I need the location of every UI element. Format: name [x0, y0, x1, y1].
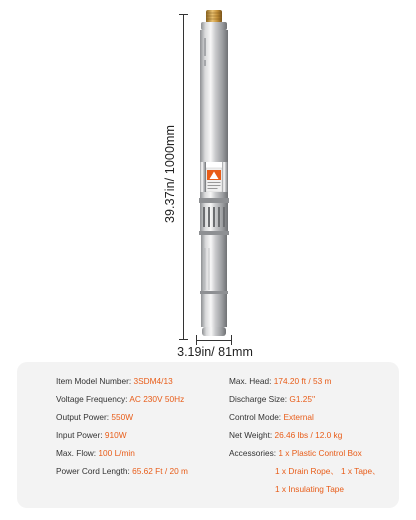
spec-value: 26.46 lbs / 12.0 kg	[274, 430, 343, 440]
spec-value: External	[283, 412, 314, 422]
submersible-pump-image	[190, 8, 238, 338]
width-dimension-label: 3.19in/ 81mm	[177, 345, 253, 359]
spec-label: Max. Flow:	[56, 448, 97, 458]
spec-label: Max. Head:	[229, 376, 272, 386]
spec-model-number	[56, 372, 226, 390]
spec-label: Control Mode:	[229, 412, 282, 422]
spec-value: 3SDM4/13	[133, 376, 173, 386]
spec-label: Item Model Number:	[56, 376, 132, 386]
spec-max-head	[229, 372, 399, 390]
spec-discharge-size	[229, 390, 399, 408]
height-dimension-label: 39.37in/ 1000mm	[163, 124, 177, 224]
width-dimension-right-tick	[231, 335, 232, 345]
specs-left-column	[56, 372, 226, 480]
spec-input-power	[56, 426, 226, 444]
height-dimension-line	[183, 14, 184, 340]
spec-max-flow	[56, 444, 226, 462]
specs-right-column	[229, 372, 399, 498]
spec-power-cord-length	[56, 462, 226, 480]
spec-value: 550W	[111, 412, 134, 422]
specifications-panel	[17, 362, 399, 508]
spec-accessories-line-2: 1 x Drain Rope、 1 x Tape、	[275, 466, 381, 476]
spec-label: Input Power:	[56, 430, 103, 440]
spec-accessories-line-3: 1 x Insulating Tape	[275, 484, 345, 494]
spec-value: 1 x Plastic Control Box	[278, 448, 362, 458]
height-dimension-bottom-cap	[179, 339, 188, 340]
spec-accessories	[229, 444, 399, 462]
spec-net-weight	[229, 426, 399, 444]
spec-value: AC 230V 50Hz	[129, 394, 185, 404]
spec-value: 65.62 Ft / 20 m	[132, 466, 188, 476]
spec-value: G1.25''	[289, 394, 316, 404]
spec-label: Output Power:	[56, 412, 110, 422]
spec-label: Net Weight:	[229, 430, 273, 440]
spec-control-mode	[229, 408, 399, 426]
spec-voltage-frequency	[56, 390, 226, 408]
spec-label: Discharge Size:	[229, 394, 288, 404]
width-dimension-line	[196, 340, 232, 341]
spec-value: 174.20 ft / 53 m	[273, 376, 332, 386]
spec-value: 100 L/min	[98, 448, 135, 458]
spec-label: Accessories:	[229, 448, 277, 458]
spec-output-power	[56, 408, 226, 426]
spec-value: 910W	[104, 430, 127, 440]
spec-label: Power Cord Length:	[56, 466, 130, 476]
spec-label: Voltage Frequency:	[56, 394, 128, 404]
